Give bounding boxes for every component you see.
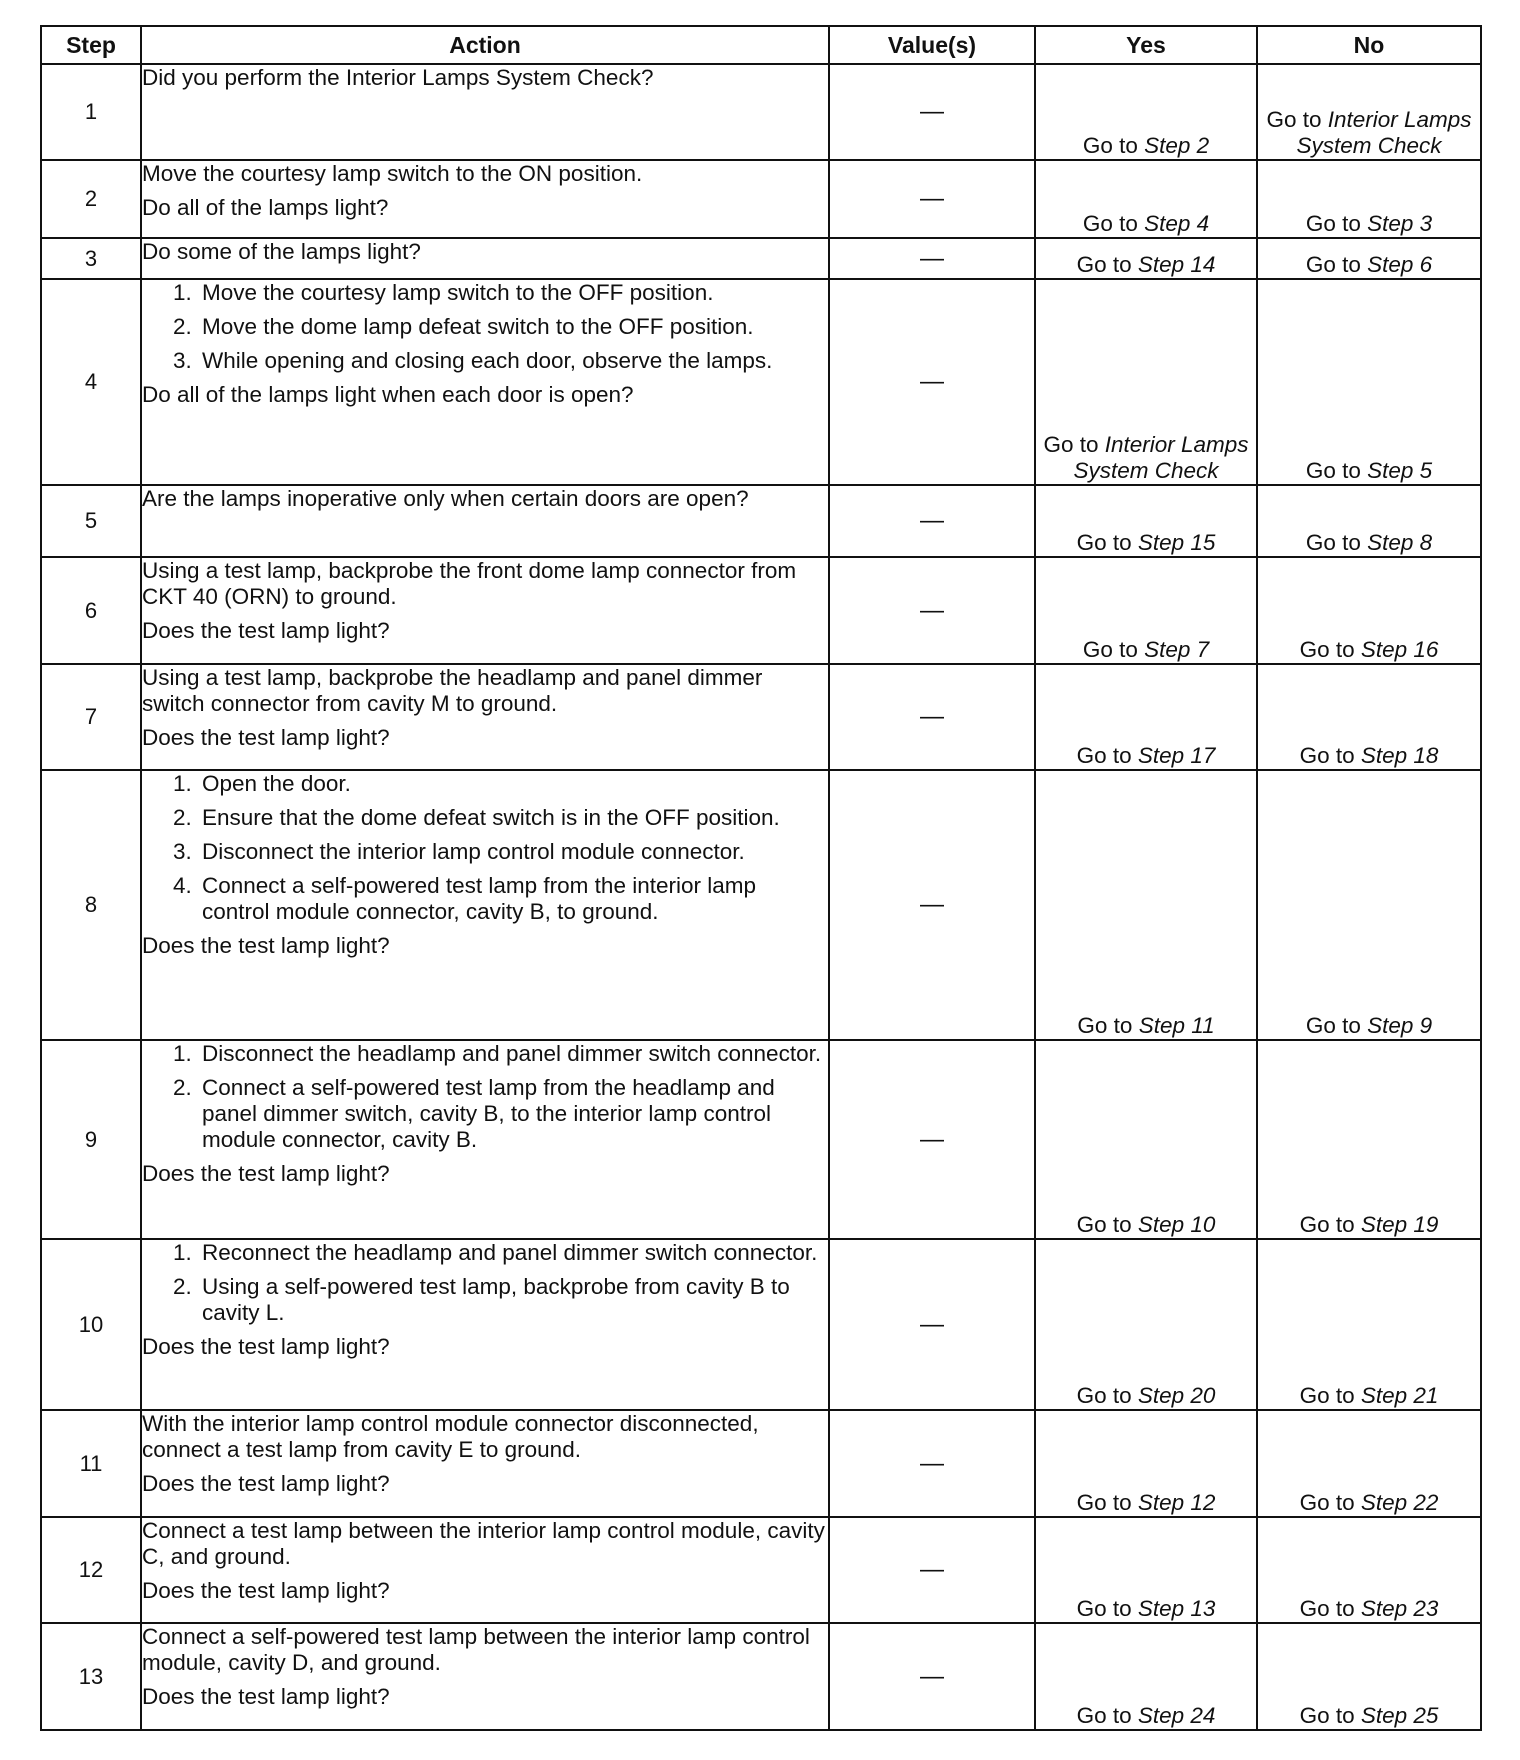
action-text: Does the test lamp light? — [142, 933, 390, 958]
goto-prefix: Go to — [1305, 252, 1361, 277]
goto-target: Step 5 — [1367, 458, 1433, 483]
yes-cell — [1035, 279, 1257, 485]
value-cell: — — [829, 485, 1035, 557]
action-step: 2. Ensure that the dome defeat switch is in the OFF position. — [198, 805, 828, 831]
action-cell — [141, 1517, 829, 1623]
goto-prefix: Go to — [1076, 1596, 1132, 1621]
goto-target: Step 18 — [1360, 743, 1439, 768]
yes-cell — [1035, 664, 1257, 770]
action-text: Does the test lamp light? — [142, 1334, 390, 1359]
no-cell — [1257, 485, 1481, 557]
action-text: Does the test lamp light? — [142, 1684, 390, 1709]
goto-prefix: Go to — [1076, 1212, 1132, 1237]
value-cell: — — [829, 770, 1035, 1040]
goto-target: Step 25 — [1360, 1703, 1439, 1728]
goto-target: Step 19 — [1360, 1212, 1439, 1237]
goto-prefix: Go to — [1082, 211, 1138, 236]
yes-cell — [1035, 770, 1257, 1040]
goto-prefix: Go to — [1076, 743, 1132, 768]
table-body — [41, 64, 1481, 1730]
header-yes: Yes — [1035, 26, 1257, 64]
action-step: 2. Using a self-powered test lamp, backprobe from cavity B to cavity L. — [198, 1274, 828, 1326]
header-action: Action — [141, 26, 829, 64]
action-text: Are the lamps inoperative only when certain doors are open? — [142, 486, 749, 511]
value-cell: — — [829, 1517, 1035, 1623]
action-cell — [141, 557, 829, 664]
no-cell — [1257, 1040, 1481, 1239]
value-cell: — — [829, 160, 1035, 238]
action-text: Do some of the lamps light? — [142, 239, 421, 264]
action-cell — [141, 1040, 829, 1239]
action-cell — [141, 1410, 829, 1517]
no-cell — [1257, 1517, 1481, 1623]
action-text: Does the test lamp light? — [142, 1578, 390, 1603]
goto-prefix: Go to — [1076, 1383, 1132, 1408]
goto-prefix: Go to — [1299, 1383, 1355, 1408]
action-step: 1. Move the courtesy lamp switch to the OFF position. — [198, 280, 828, 306]
no-cell — [1257, 64, 1481, 160]
value-cell: — — [829, 664, 1035, 770]
goto-target: Step 11 — [1138, 1013, 1215, 1038]
step-number: 10 — [41, 1239, 141, 1410]
action-step: 1. Open the door. — [198, 771, 828, 797]
table-row — [41, 1623, 1481, 1730]
value-cell: — — [829, 64, 1035, 160]
goto-prefix: Go to — [1305, 458, 1361, 483]
action-text: Connect a self-powered test lamp between the interior lamp control module, cavity D, and ground. — [142, 1624, 810, 1675]
table-row — [41, 1239, 1481, 1410]
value-cell: — — [829, 1239, 1035, 1410]
goto-prefix: Go to — [1305, 530, 1361, 555]
no-cell — [1257, 1410, 1481, 1517]
no-cell — [1257, 664, 1481, 770]
goto-prefix: Go to — [1043, 432, 1099, 457]
action-text: Using a test lamp, backprobe the headlamp and panel dimmer switch connector from cavity M to ground. — [142, 665, 763, 716]
step-number: 4 — [41, 279, 141, 485]
step-number: 9 — [41, 1040, 141, 1239]
step-number: 12 — [41, 1517, 141, 1623]
no-cell — [1257, 1623, 1481, 1730]
goto-target: Step 14 — [1137, 252, 1216, 277]
goto-prefix: Go to — [1305, 211, 1361, 236]
goto-target: Interior Lamps System Check — [1073, 432, 1249, 483]
step-number: 5 — [41, 485, 141, 557]
action-steps-list — [142, 771, 828, 925]
value-cell: — — [829, 557, 1035, 664]
action-step: 4. Connect a self-powered test lamp from the interior lamp control module connector, cavity B, to ground. — [198, 873, 828, 925]
table-row — [41, 1517, 1481, 1623]
step-number: 11 — [41, 1410, 141, 1517]
action-text: Do all of the lamps light? — [142, 195, 389, 220]
action-text: Move the courtesy lamp switch to the ON position. — [142, 161, 643, 186]
table-row — [41, 1410, 1481, 1517]
goto-prefix: Go to — [1266, 107, 1322, 132]
goto-target: Step 6 — [1367, 252, 1433, 277]
goto-target: Step 17 — [1137, 743, 1216, 768]
yes-cell — [1035, 1623, 1257, 1730]
step-number: 13 — [41, 1623, 141, 1730]
action-text: Does the test lamp light? — [142, 618, 390, 643]
goto-target: Step 4 — [1144, 211, 1210, 236]
action-cell — [141, 160, 829, 238]
goto-target: Step 24 — [1137, 1703, 1216, 1728]
action-cell — [141, 485, 829, 557]
value-cell: — — [829, 1040, 1035, 1239]
goto-prefix: Go to — [1082, 637, 1138, 662]
yes-cell — [1035, 485, 1257, 557]
table-row — [41, 664, 1481, 770]
header-values: Value(s) — [829, 26, 1035, 64]
action-step: 3. Disconnect the interior lamp control module connector. — [198, 839, 828, 865]
step-number: 7 — [41, 664, 141, 770]
goto-target: Step 22 — [1360, 1490, 1439, 1515]
no-cell — [1257, 1239, 1481, 1410]
step-number: 6 — [41, 557, 141, 664]
yes-cell — [1035, 160, 1257, 238]
no-cell — [1257, 160, 1481, 238]
action-text: Does the test lamp light? — [142, 725, 390, 750]
yes-cell — [1035, 238, 1257, 279]
goto-prefix: Go to — [1082, 133, 1138, 158]
action-text: Does the test lamp light? — [142, 1471, 390, 1496]
action-steps-list — [142, 1240, 828, 1326]
no-cell — [1257, 770, 1481, 1040]
action-text: Using a test lamp, backprobe the front dome lamp connector from CKT 40 (ORN) to ground. — [142, 558, 797, 609]
goto-target: Step 15 — [1137, 530, 1216, 555]
goto-target: Step 3 — [1367, 211, 1433, 236]
table-row — [41, 279, 1481, 485]
step-number: 2 — [41, 160, 141, 238]
step-number: 1 — [41, 64, 141, 160]
table-row — [41, 557, 1481, 664]
action-text: With the interior lamp control module connector disconnected, connect a test lamp from cavity E to ground. — [142, 1411, 759, 1462]
action-step: 3. While opening and closing each door, observe the lamps. — [198, 348, 828, 374]
goto-target: Step 20 — [1137, 1383, 1216, 1408]
action-cell — [141, 279, 829, 485]
table-row — [41, 64, 1481, 160]
action-steps-list — [142, 280, 828, 374]
action-step: 1. Reconnect the headlamp and panel dimmer switch connector. — [198, 1240, 828, 1266]
action-cell — [141, 1623, 829, 1730]
header-no: No — [1257, 26, 1481, 64]
value-cell: — — [829, 1623, 1035, 1730]
goto-target: Step 2 — [1144, 133, 1210, 158]
goto-prefix: Go to — [1305, 1013, 1361, 1038]
action-text: Does the test lamp light? — [142, 1161, 390, 1186]
goto-prefix: Go to — [1299, 637, 1355, 662]
step-number: 8 — [41, 770, 141, 1040]
goto-target: Step 23 — [1360, 1596, 1439, 1621]
action-step: 1. Disconnect the headlamp and panel dimmer switch connector. — [198, 1041, 828, 1067]
goto-target: Step 16 — [1360, 637, 1439, 662]
goto-prefix: Go to — [1076, 1703, 1132, 1728]
goto-target: Step 9 — [1367, 1013, 1433, 1038]
goto-prefix: Go to — [1076, 252, 1132, 277]
goto-target: Step 7 — [1144, 637, 1210, 662]
goto-prefix: Go to — [1076, 1490, 1132, 1515]
goto-prefix: Go to — [1299, 1490, 1355, 1515]
header-step: Step — [41, 26, 141, 64]
step-number: 3 — [41, 238, 141, 279]
goto-target: Step 21 — [1360, 1383, 1439, 1408]
yes-cell — [1035, 1517, 1257, 1623]
goto-target: Step 12 — [1137, 1490, 1216, 1515]
action-cell — [141, 770, 829, 1040]
yes-cell — [1035, 1239, 1257, 1410]
table-row — [41, 770, 1481, 1040]
table-row — [41, 238, 1481, 279]
yes-cell — [1035, 557, 1257, 664]
goto-prefix: Go to — [1299, 1596, 1355, 1621]
action-cell — [141, 1239, 829, 1410]
table-row — [41, 485, 1481, 557]
table-row — [41, 1040, 1481, 1239]
action-text: Do all of the lamps light when each door is open? — [142, 382, 634, 407]
action-step: 2. Move the dome lamp defeat switch to the OFF position. — [198, 314, 828, 340]
value-cell: — — [829, 238, 1035, 279]
header-row — [41, 26, 1481, 64]
yes-cell — [1035, 1410, 1257, 1517]
goto-prefix: Go to — [1299, 743, 1355, 768]
value-cell: — — [829, 1410, 1035, 1517]
goto-target: Step 13 — [1137, 1596, 1216, 1621]
action-cell — [141, 238, 829, 279]
yes-cell — [1035, 1040, 1257, 1239]
goto-target: Step 8 — [1367, 530, 1433, 555]
value-cell: — — [829, 279, 1035, 485]
goto-prefix: Go to — [1076, 530, 1132, 555]
action-cell — [141, 664, 829, 770]
action-cell — [141, 64, 829, 160]
action-text: Connect a test lamp between the interior lamp control module, cavity C, and ground. — [142, 1518, 825, 1569]
goto-target: Step 10 — [1137, 1212, 1216, 1237]
goto-prefix: Go to — [1077, 1013, 1133, 1038]
goto-prefix: Go to — [1299, 1212, 1355, 1237]
goto-prefix: Go to — [1299, 1703, 1355, 1728]
no-cell — [1257, 557, 1481, 664]
yes-cell — [1035, 64, 1257, 160]
action-text: Did you perform the Interior Lamps System Check? — [142, 65, 654, 90]
action-steps-list — [142, 1041, 828, 1153]
table-row — [41, 160, 1481, 238]
no-cell — [1257, 279, 1481, 485]
no-cell — [1257, 238, 1481, 279]
diagnostic-table — [40, 25, 1482, 1731]
goto-target: Interior Lamps System Check — [1296, 107, 1472, 158]
action-step: 2. Connect a self-powered test lamp from the headlamp and panel dimmer switch, cavity B, to the interior lamp control module connector, cavity B. — [198, 1075, 828, 1153]
